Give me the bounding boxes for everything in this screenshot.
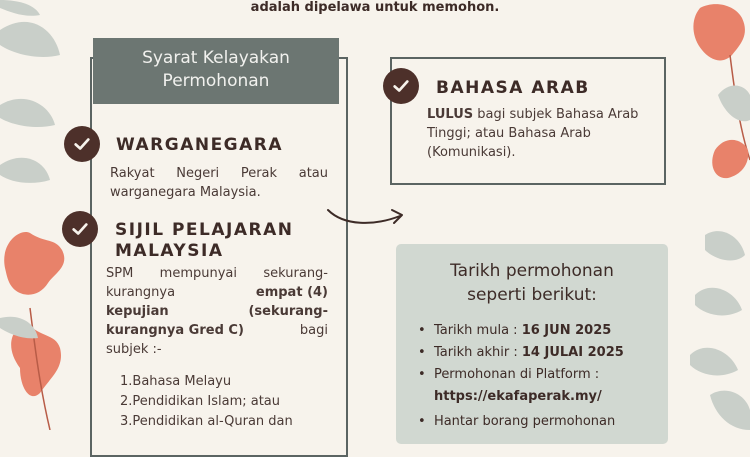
subject-item: 1.Bahasa Melayu [120,374,232,389]
dates-list [418,320,663,433]
warganegara-line2: warganegara Malaysia. [110,185,261,200]
form-item: • Hantar borang permohonan [418,414,616,429]
start-date-label: Tarikh mula : [433,323,522,338]
platform-item: • Permohonan di Platform : [418,367,600,382]
warganegara-body [110,164,328,202]
sijil-heading-line2: MALAYSIA [115,241,224,261]
sijil-line4-a: kurangnya Gred C) [106,323,244,338]
leaf-decoration-bottom-right [680,225,750,430]
requirements-title [93,38,339,104]
leaf-decoration-top-right [670,0,750,210]
check-icon [62,211,98,247]
sijil-heading-line1: SIJIL PELAJARAN [115,220,294,240]
check-icon [383,68,419,104]
end-date-item: • Tarikh akhir : 14 JULAI 2025 [418,345,624,360]
form-label: Hantar borang permohonan [433,414,616,429]
bahasa-arab-line1 [427,105,659,124]
warganegara-line1: Rakyat Negeri Perak atau [110,166,328,181]
platform-url[interactable]: https://ekafaperak.my/ [434,389,602,404]
leaf-decoration-top-left [0,0,70,210]
start-date-value: 16 JUN 2025 [521,323,612,338]
dates-panel-title [396,259,668,307]
subject-item-label: Pendidikan Islam; atau [132,394,281,409]
bahasa-arab-line3: (Komunikasi). [427,145,516,160]
sijil-line1: SPM mempunyai sekurang- [106,266,328,281]
start-date-item: • Tarikh mula : 16 JUN 2025 [418,323,612,338]
sijil-line2-b: empat (4) [255,285,328,300]
subject-list [120,372,293,432]
end-date-value: 14 JULAI 2025 [521,345,624,360]
check-icon [64,126,100,162]
bahasa-arab-line2: Tinggi; atau Bahasa Arab [427,126,591,141]
sijil-line2 [106,283,328,302]
subject-item: 2.Pendidikan Islam; atau [120,394,281,409]
requirements-title-line1: Syarat Kelayakan [142,48,290,68]
top-note: adalah dipelawa untuk memohon. [250,0,500,15]
sijil-line5: subjek :- [106,342,162,357]
sijil-line2-a: kurangnya [106,285,176,300]
subject-item-label: Pendidikan al-Quran dan [132,414,293,429]
bahasa-arab-body [427,105,659,162]
sijil-line4-b: bagi [299,323,328,338]
bahasa-arab-line1-rest: bagi subjek Bahasa Arab [477,107,639,122]
platform-label: Permohonan di Platform : [433,367,600,382]
sijil-heading [115,220,294,262]
end-date-label: Tarikh akhir : [433,345,522,360]
sijil-line3-b: (sekurang- [248,304,328,319]
leaf-decoration-bottom-left [0,228,90,430]
requirements-title-line2: Permohonan [162,71,270,91]
dates-title-line1: Tarikh permohonan [450,261,614,281]
dates-title-line2: seperti berikut: [467,285,597,305]
subject-item-label: Bahasa Melayu [132,374,232,389]
sijil-body [106,264,328,359]
warganegara-heading: WARGANEGARA [116,135,284,155]
sijil-line3-a: kepujian [106,304,169,319]
sijil-line3 [106,302,328,321]
lulus-label: LULUS [427,107,474,122]
sijil-line4 [106,321,328,340]
curved-arrow-icon [322,196,412,232]
bahasa-arab-heading: BAHASA ARAB [436,78,590,98]
subject-item: 3.Pendidikan al-Quran dan [120,414,293,429]
